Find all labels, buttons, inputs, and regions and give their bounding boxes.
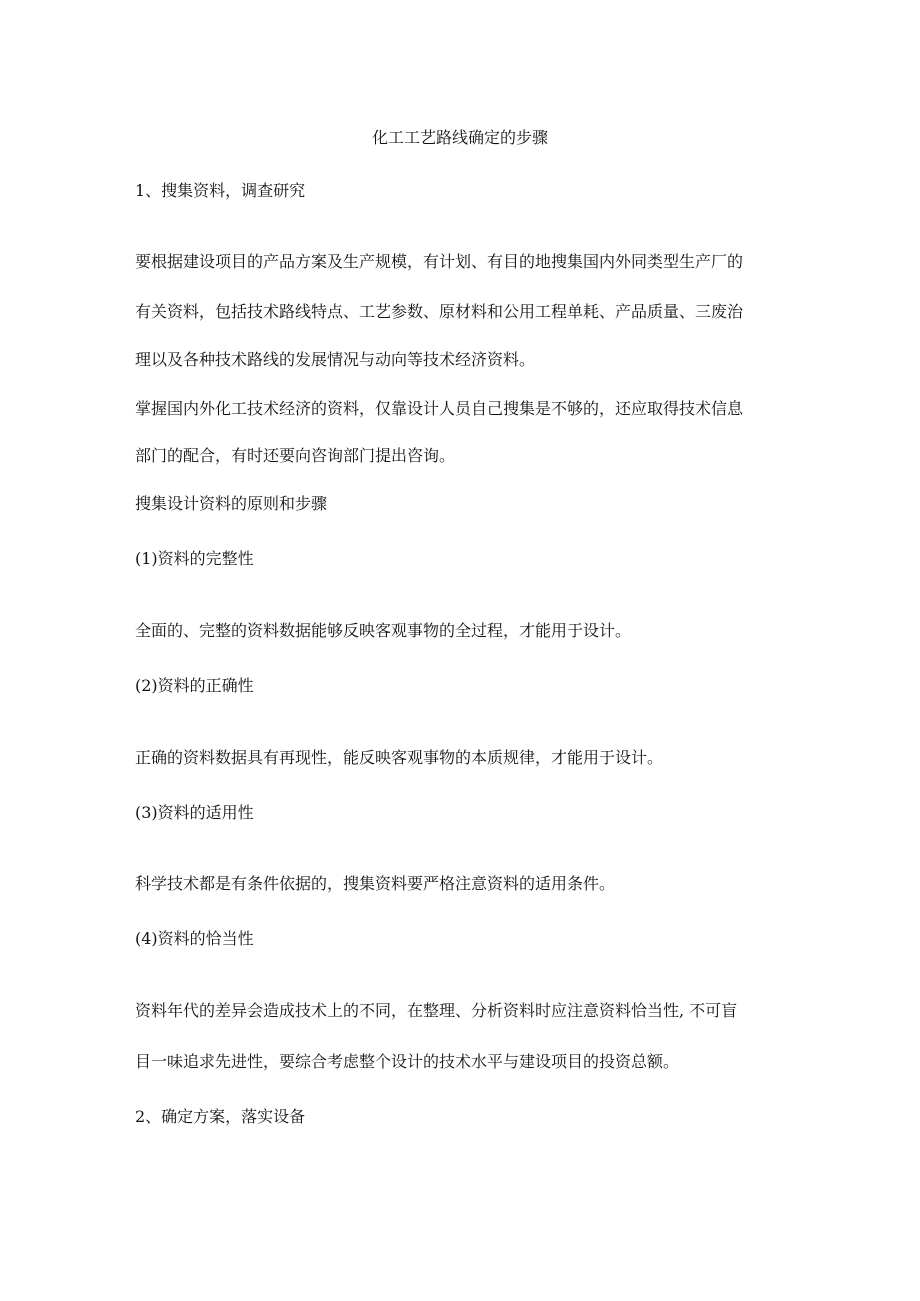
item-3-text: 科学技术都是有条件依据的，搜集资料要严格注意资料的适用条件。: [135, 874, 616, 893]
section-heading-2: 2、确定方案，落实设备: [135, 1107, 306, 1126]
paragraph-1-line-1: 要根据建设项目的产品方案及生产规模，有计划、有目的地搜集国内外同类型生产厂的: [135, 252, 744, 271]
item-4-heading: (4)资料的恰当性: [135, 929, 254, 948]
paragraph-2-line-1: 掌握国内外化工技术经济的资料，仅靠设计人员自己搜集是不够的，还应取得技术信息: [135, 399, 744, 418]
paragraph-1-line-2: 有关资料，包括技术路线特点、工艺参数、原材料和公用工程单耗、产品质量、三废治: [135, 302, 744, 321]
section-heading-1: 1、搜集资料，调查研究: [135, 181, 306, 200]
item-2-heading: (2)资料的正确性: [135, 676, 254, 695]
item-2-text: 正确的资料数据具有再现性，能反映客观事物的本质规律，才能用于设计。: [135, 748, 664, 767]
paragraph-1-line-3: 理以及各种技术路线的发展情况与动向等技术经济资料。: [135, 350, 536, 369]
item-4-line-2: 目一味追求先进性，要综合考虑整个设计的技术水平与建设项目的投资总额。: [135, 1052, 680, 1071]
item-4-line-1: 资料年代的差异会造成技术上的不同，在整理、分析资料时应注意资料恰当性, 不可盲: [135, 1001, 738, 1020]
item-1-text: 全面的、完整的资料数据能够反映客观事物的全过程，才能用于设计。: [135, 621, 632, 640]
item-3-heading: (3)资料的适用性: [135, 803, 254, 822]
document-title: 化工工艺路线确定的步骤: [371, 128, 548, 147]
paragraph-2-line-2: 部门的配合，有时还要向咨询部门提出咨询。: [135, 446, 456, 465]
subheading: 搜集设计资料的原则和步骤: [135, 494, 328, 513]
item-1-heading: (1)资料的完整性: [135, 549, 254, 568]
